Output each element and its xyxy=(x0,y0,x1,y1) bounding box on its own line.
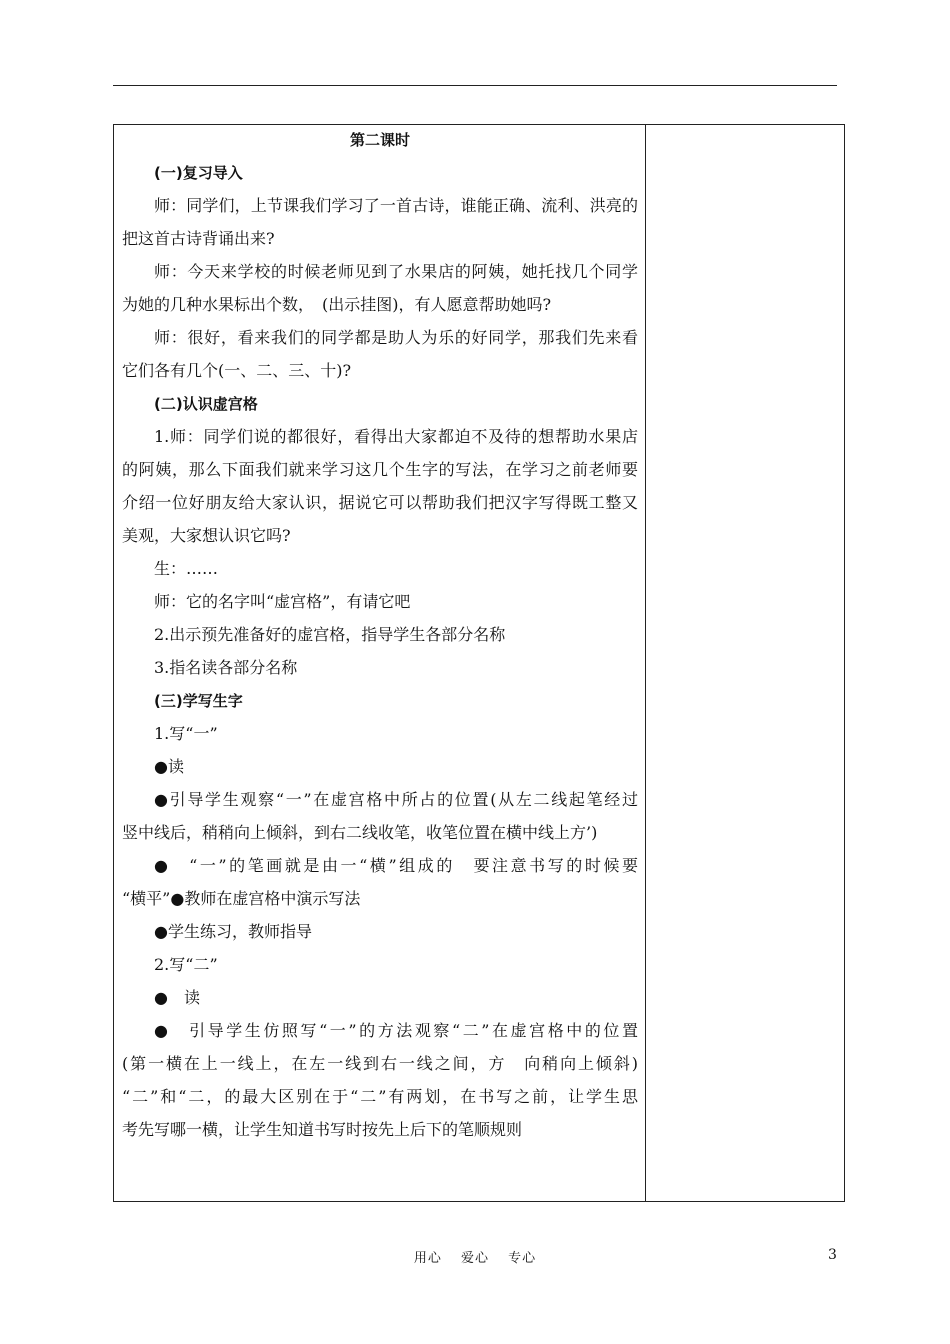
text-line: 师：同学们，上节课我们学习了一首古诗，谁能正确、流利、洪亮的 xyxy=(154,196,638,215)
text-line: 1.师：同学们说的都很好，看得出大家都迫不及待的想帮助水果店 xyxy=(154,427,638,446)
text-line: “横平”●教师在虚宫格中演示写法 xyxy=(122,889,361,908)
text-line: 师：它的名字叫“虚宫格”，有请它吧 xyxy=(154,592,411,611)
bullet-item: ●读 xyxy=(154,757,184,776)
text-line: 1.写“一” xyxy=(154,724,218,743)
text-line: “二”和“二，的最大区别在于“二”有两划，在书写之前，让学生思 xyxy=(122,1087,638,1106)
text-line: 3.指名读各部分名称 xyxy=(154,658,298,677)
text-line: 的阿姨，那么下面我们就来学习这几个生字的写法，在学习之前老师要 xyxy=(122,460,638,479)
text-line: 考先写哪一横，让学生知道书写时按先上后下的笔顺规则 xyxy=(122,1120,523,1139)
text-line: 它们各有几个(一、二、三、十)? xyxy=(122,361,352,380)
text-line: 把这首古诗背诵出来? xyxy=(122,229,275,248)
lesson-title: 第二课时 xyxy=(349,131,410,149)
text-line: (第一横在上一线上，在左一线到右一线之间，方 向稍向上倾斜) xyxy=(122,1054,638,1073)
text-line: 生：…… xyxy=(154,559,219,578)
header-rule xyxy=(113,85,837,86)
section-heading: (二)认识虚宫格 xyxy=(154,395,258,413)
footer-motto: 用心 爱心 专心 xyxy=(413,1251,537,1266)
text-line: 为她的几种水果标出个数， (出示挂图)，有人愿意帮助她吗? xyxy=(122,295,552,314)
text-line: 2.写“二” xyxy=(154,955,218,974)
section-heading: (三)学写生字 xyxy=(154,692,243,710)
text-line: 2.出示预先准备好的虚宫格，指导学生各部分名称 xyxy=(154,625,506,644)
lesson-table xyxy=(113,124,845,1202)
bullet-item: ● “一”的笔画就是由一“横”组成的 要注意书写的时候要 xyxy=(154,856,638,875)
bullet-item: ● 读 xyxy=(154,988,200,1007)
section-heading: (一)复习导入 xyxy=(154,164,243,182)
bullet-item: ● 引导学生仿照写“一”的方法观察“二”在虚宫格中的位置 xyxy=(154,1021,638,1040)
text-line: 介绍一位好朋友给大家认识，据说它可以帮助我们把汉字写得既工整又 xyxy=(122,493,638,512)
bullet-item: ●引导学生观察“一”在虚宫格中所占的位置(从左二线起笔经过 xyxy=(154,790,638,809)
column-divider xyxy=(645,125,646,1201)
text-line: 师：今天来学校的时候老师见到了水果店的阿姨，她托找几个同学 xyxy=(154,262,638,281)
text-line: 竖中线后，稍稍向上倾斜，到右二线收笔，收笔位置在横中线上方’) xyxy=(122,823,598,842)
bullet-item: ●学生练习，教师指导 xyxy=(154,922,312,941)
text-line: 师：很好，看来我们的同学都是助人为乐的好同学，那我们先来看 xyxy=(154,328,638,347)
page-number: 3 xyxy=(828,1247,837,1263)
text-line: 美观，大家想认识它吗? xyxy=(122,526,291,545)
